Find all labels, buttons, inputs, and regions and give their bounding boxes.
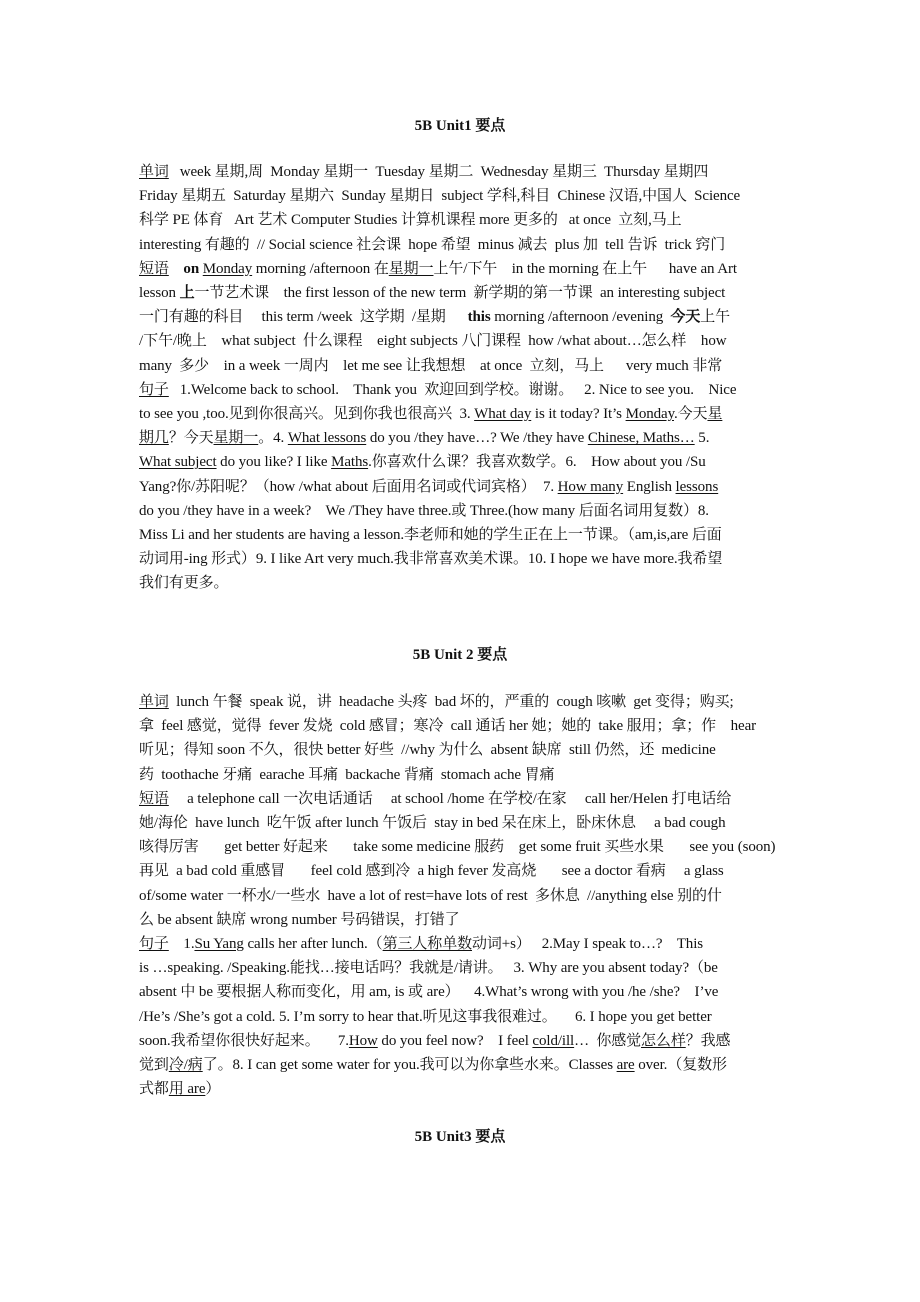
text-line <box>139 523 799 547</box>
underlined-text: 句子 <box>139 936 169 952</box>
text-span <box>169 261 184 277</box>
underlined-text: Maths <box>331 454 369 471</box>
underlined-text: Monday <box>625 406 674 422</box>
text-line <box>139 450 799 474</box>
underlined-text: 期几 <box>139 430 169 447</box>
text-span: 听见；得知 soon 不久，很快 better 好些 //why 为什么 absent 缺席 still 仍然，还 medicine <box>139 742 716 759</box>
text-span: ？我感 <box>685 1032 731 1049</box>
text-line <box>139 1005 799 1029</box>
section-title: 5B Unit1 要点 <box>414 118 506 134</box>
text-span: lunch 午餐 speak 说，讲 headache 头疼 bad 坏的，严重的 cough 咳嗽 get 变得；购买; <box>168 694 734 710</box>
text-line <box>139 257 799 281</box>
underlined-text: lessons <box>675 478 719 495</box>
text-span: do you /they have in a week? We /They have three.或 Three.(how many 后面名词用复数）8. <box>139 502 709 519</box>
text-line <box>139 499 799 523</box>
text-line <box>139 184 799 208</box>
text-span: 5. <box>694 430 710 447</box>
text-line <box>139 763 799 787</box>
underlined-text: 怎么样 <box>641 1032 686 1049</box>
underlined-text: 用 are <box>168 1081 206 1098</box>
text-span: many 多少 in a week 一周内 let me see 让我想想 at once 立刻，马上 very much 非常 <box>139 357 723 374</box>
underlined-text: 单词 <box>139 164 169 180</box>
text-span: morning /afternoon 在 <box>252 260 389 277</box>
underlined-text: What subject <box>139 454 217 471</box>
text-span: ） <box>205 1081 221 1098</box>
text-line <box>139 980 799 1004</box>
underlined-text: What lessons <box>287 430 367 447</box>
underlined-text: Chinese, Maths… <box>587 430 695 447</box>
text-span: 她/海伦 have lunch 吃午饭 after lunch 午饭后 stay in bed 呆在床上，卧床休息 a bad cough <box>139 815 726 831</box>
bold-text: 上 <box>179 285 195 301</box>
underlined-text: 单词 <box>139 694 169 710</box>
text-span: absent 中 be 要根据人称而变化，用 am, is 或 are） 4.What’s wrong with you /he /she? I’ve <box>139 984 719 1001</box>
text-span: 1. <box>168 936 195 952</box>
text-span: 1.Welcome back to school. Thank you 欢迎回到学校。谢谢。 2. Nice to see you. Nice <box>168 381 737 398</box>
text-span: 式都 <box>139 1081 169 1098</box>
underlined-text: cold/ill <box>532 1032 575 1049</box>
text-span: 动词+s） 2.May I speak to…? This <box>472 936 704 952</box>
text-span: 药 toothache 牙痛 earache 耳痛 backache 背痛 stomach ache 胃痛 <box>139 766 555 783</box>
underlined-text: 短语 <box>139 790 169 807</box>
text-line <box>139 402 799 426</box>
text-span: 咳得厉害 get better 好起来 take some medicine 服药 get some fruit 买些水果 see you (soon) <box>139 839 776 856</box>
text-line <box>139 714 799 738</box>
bold-text: this <box>467 309 491 326</box>
text-span: 再见 a bad cold 重感冒 feel cold 感到冷 a high fever 发高烧 see a doctor 看病 a glass <box>139 863 724 880</box>
underlined-text: How <box>348 1032 378 1049</box>
text-span: of/some water 一杯水/一些水 have a lot of rest=have lots of rest 多休息 //anything else 别的什 <box>139 887 722 904</box>
text-span: is it today? It’s <box>531 406 626 422</box>
text-span: calls her after lunch.（ <box>243 936 383 952</box>
text-span: 科学 PE 体育 Art 艺术 Computer Studies 计算机课程 more 更多的 at once 立刻,马上 <box>139 212 682 229</box>
text-line <box>139 738 799 762</box>
text-line <box>139 932 799 956</box>
text-line <box>139 378 799 402</box>
text-line <box>139 426 799 450</box>
text-span: … 你感觉 <box>574 1032 642 1049</box>
text-line <box>139 835 799 859</box>
text-line <box>139 233 799 257</box>
text-line <box>139 1053 799 1077</box>
text-span: 拿 feel 感觉，觉得 fever 发烧 cold 感冒；寒冷 call 通话 her 她；她的 take 服用；拿；作 hear <box>139 718 757 735</box>
underlined-text: are <box>616 1057 635 1073</box>
text-span: a telephone call 一次电话通话 at school /home 在学校/在家 call her/Helen 打电话给 <box>168 790 732 807</box>
text-line <box>139 690 799 714</box>
underlined-text: 星期一 <box>388 260 434 277</box>
text-line <box>139 160 799 184</box>
text-line <box>139 884 799 908</box>
underlined-text: 星 <box>707 406 723 422</box>
text-line <box>139 571 799 595</box>
underlined-text: 冷/病 <box>168 1057 203 1073</box>
text-span: over.（复数形 <box>634 1057 727 1073</box>
text-span: morning /afternoon /evening <box>490 309 671 326</box>
underlined-text: 短语 <box>139 260 169 277</box>
text-span: .今天 <box>674 406 708 422</box>
text-span: 。4. <box>258 430 288 447</box>
text-span: Miss Li and her students are having a lesson.李老师和她的学生正在上一节课。（am,is,are 后面 <box>139 527 722 543</box>
text-span: 动词用-ing 形式）9. I like Art very much.我非常喜欢美术课。10. I hope we have more.我希望 <box>139 551 723 568</box>
underlined-text: How many <box>557 478 624 495</box>
text-span: is …speaking. /Speaking.能找…接电话吗？我就是/请讲。 3. Why are you absent today?（be <box>139 960 718 977</box>
underlined-text: 句子 <box>139 381 169 398</box>
underlined-text: What day <box>474 406 532 422</box>
text-span: Friday 星期五 Saturday 星期六 Sunday 星期日 subject 学科,科目 Chinese 汉语,中国人 Science <box>139 188 741 205</box>
text-span: 一门有趣的科目 this term /week 这学期 /星期 <box>139 309 468 326</box>
bold-text: 今天 <box>670 309 701 326</box>
text-span: ？今天 <box>168 430 214 447</box>
text-line <box>139 329 799 353</box>
text-span: do you like? I like <box>216 454 332 471</box>
text-span: .你喜欢什么课？我喜欢数学。6. How about you /Su <box>368 454 706 471</box>
text-line <box>139 281 799 305</box>
text-span: soon.我希望你很快好起来。 7. <box>139 1032 349 1049</box>
text-span: to see you ,too.见到你很高兴。见到你我也很高兴 3. <box>139 406 475 422</box>
text-span: do you feel now? I feel <box>377 1032 533 1049</box>
text-span: /He’s /She’s got a cold. 5. I’m sorry to hear that.听见这事我很难过。 6. I hope you get better <box>139 1008 712 1025</box>
text-span: English <box>623 478 676 495</box>
text-line <box>139 1077 799 1101</box>
section-title: 5B Unit 2 要点 <box>412 647 508 663</box>
text-span: interesting 有趣的 // Social science 社会课 hope 希望 minus 减去 plus 加 tell 告诉 trick 窍门 <box>139 236 726 253</box>
underlined-text: 星期一 <box>213 430 259 447</box>
text-line <box>139 354 799 378</box>
text-span: 上午/下午 in the morning 在上午 have an Art <box>433 260 737 277</box>
underlined-text: Su Yang <box>194 936 244 952</box>
text-span: /下午/晚上 what subject 什么课程 eight subjects 八门课程 how /what about…怎么样 how <box>139 333 727 350</box>
bold-text: on <box>183 260 200 277</box>
text-span: lesson <box>139 285 180 301</box>
text-line <box>139 908 799 932</box>
text-line <box>139 475 799 499</box>
text-line <box>139 305 799 329</box>
text-span: 一节艺术课 the first lesson of the new term 新学期的第一节课 an interesting subject <box>194 285 726 301</box>
underlined-text: Monday <box>202 260 253 277</box>
text-line <box>139 811 799 835</box>
text-line <box>139 1029 799 1053</box>
text-line <box>139 859 799 883</box>
text-span: 我们有更多。 <box>139 575 229 592</box>
text-line <box>139 547 799 571</box>
underlined-text: 第三人称单数 <box>382 936 472 952</box>
section-title: 5B Unit3 要点 <box>414 1129 506 1145</box>
text-span: 觉到 <box>139 1057 169 1073</box>
text-span: 么 be absent 缺席 wrong number 号码错误，打错了 <box>139 911 460 928</box>
text-span: Yang?你/苏阳呢？（how /what about 后面用名词或代词宾格） 7. <box>139 478 558 495</box>
text-line <box>139 208 799 232</box>
text-line <box>139 956 799 980</box>
text-span: week 星期,周 Monday 星期一 Tuesday 星期二 Wednesday 星期三 Thursday 星期四 <box>168 164 709 180</box>
text-span: 了。8. I can get some water for you.我可以为你拿些水来。Classes <box>202 1057 617 1073</box>
text-line <box>139 787 799 811</box>
text-span: do you /they have…? We /they have <box>366 430 588 447</box>
text-span: 上午 <box>700 309 731 326</box>
